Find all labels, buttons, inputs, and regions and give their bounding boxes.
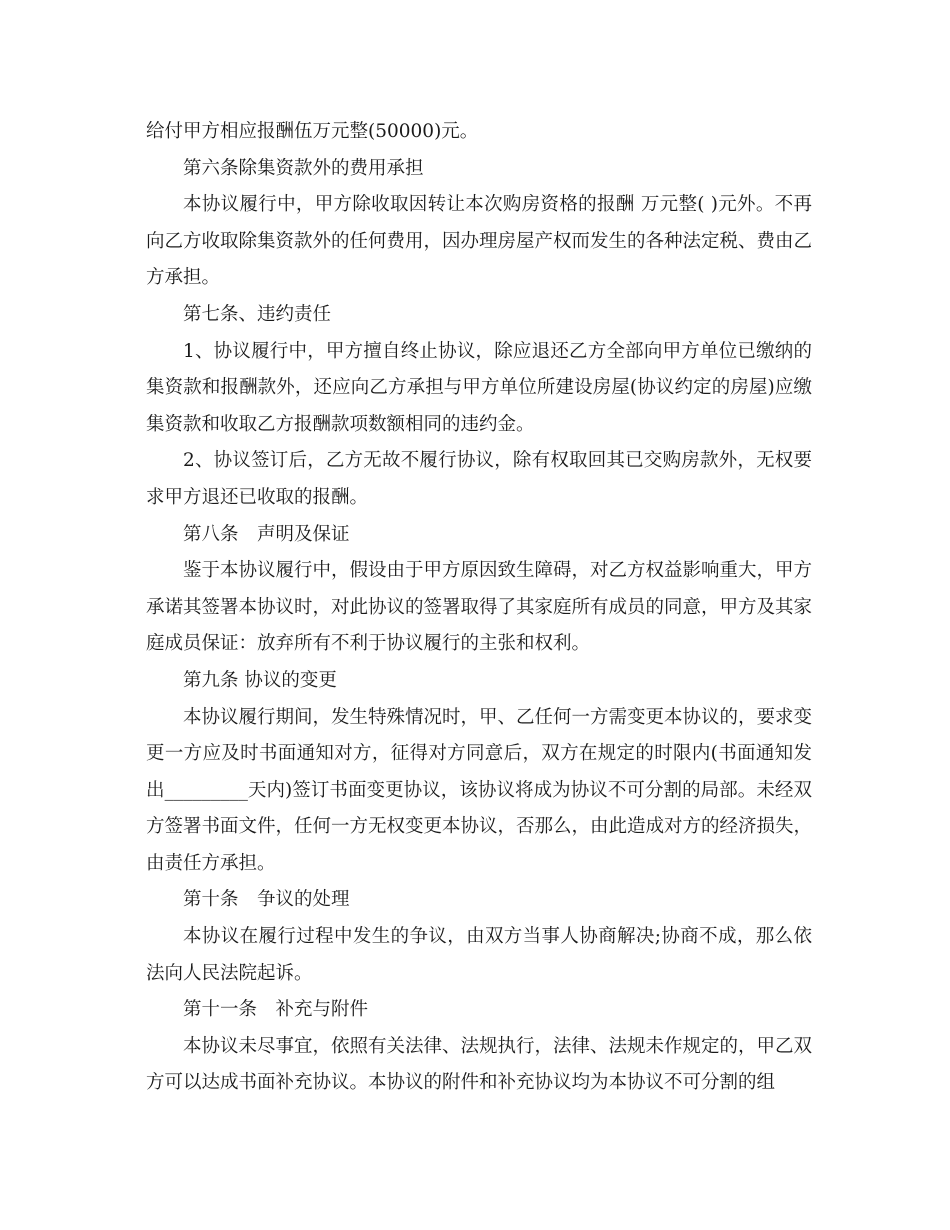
document-body bbox=[146, 114, 812, 1102]
article-7-clause-2: 2、协议签订后，乙方无故不履行协议，除有权取回其已交购房款外，无权要求甲方退还已收取的报酬。 bbox=[146, 450, 812, 508]
article-6-heading: 第六条除集资款外的费用承担 bbox=[183, 157, 424, 179]
article-8-heading: 第八条 声明及保证 bbox=[183, 523, 350, 545]
article-11-body: 本协议未尽事宜，依照有关法律、法规执行，法律、法规未作规定的，甲乙双方可以达成书面补充协议。本协议的附件和补充协议均为本协议不可分割的组 bbox=[146, 1035, 813, 1094]
article-9-body: 本协议履行期间，发生特殊情况时，甲、乙任何一方需变更本协议的，要求变更一方应及时书面通知对方，征得对方同意后，双方在规定的时限内(书面通知发出_________天内)签订书面变更协议，该协议将成为协议不可分割的局部。未经双方签署书面文件，任何一方无权变更本协议，否那么，由此造成对方的经济损失，由责任方承担。 bbox=[146, 706, 813, 874]
article-9-heading: 第九条 协议的变更 bbox=[183, 669, 337, 691]
article-7-clause-1: 1、协议履行中，甲方擅自终止协议，除应退还乙方全部向甲方单位已缴纳的集资款和报酬款外，还应向乙方承担与甲方单位所建设房屋(协议约定的房屋)应缴集资款和收取乙方报酬款项数额相同的违约金。 bbox=[146, 340, 812, 435]
article-7-heading: 第七条、违约责任 bbox=[183, 303, 332, 325]
article-8-body: 鉴于本协议履行中，假设由于甲方原因致生障碍，对乙方权益影响重大，甲方承诺其签署本协议时，对此协议的签署取得了其家庭所有成员的同意，甲方及其家庭成员保证：放弃所有不利于协议履行的主张和权利。 bbox=[146, 560, 813, 655]
article-6-body: 本协议履行中，甲方除收取因转让本次购房资格的报酬 万元整( )元外。不再向乙方收取除集资款外的任何费用，因办理房屋产权而发生的各种法定税、费由乙方承担。 bbox=[146, 194, 813, 289]
article-10-body: 本协议在履行过程中发生的争议，由双方当事人协商解决;协商不成，那么依法向人民法院起诉。 bbox=[146, 926, 812, 984]
paragraph-continuation: 给付甲方相应报酬伍万元整(50000)元。 bbox=[146, 121, 479, 142]
article-11-heading: 第十一条 补充与附件 bbox=[183, 999, 369, 1021]
article-10-heading: 第十条 争议的处理 bbox=[183, 889, 350, 911]
